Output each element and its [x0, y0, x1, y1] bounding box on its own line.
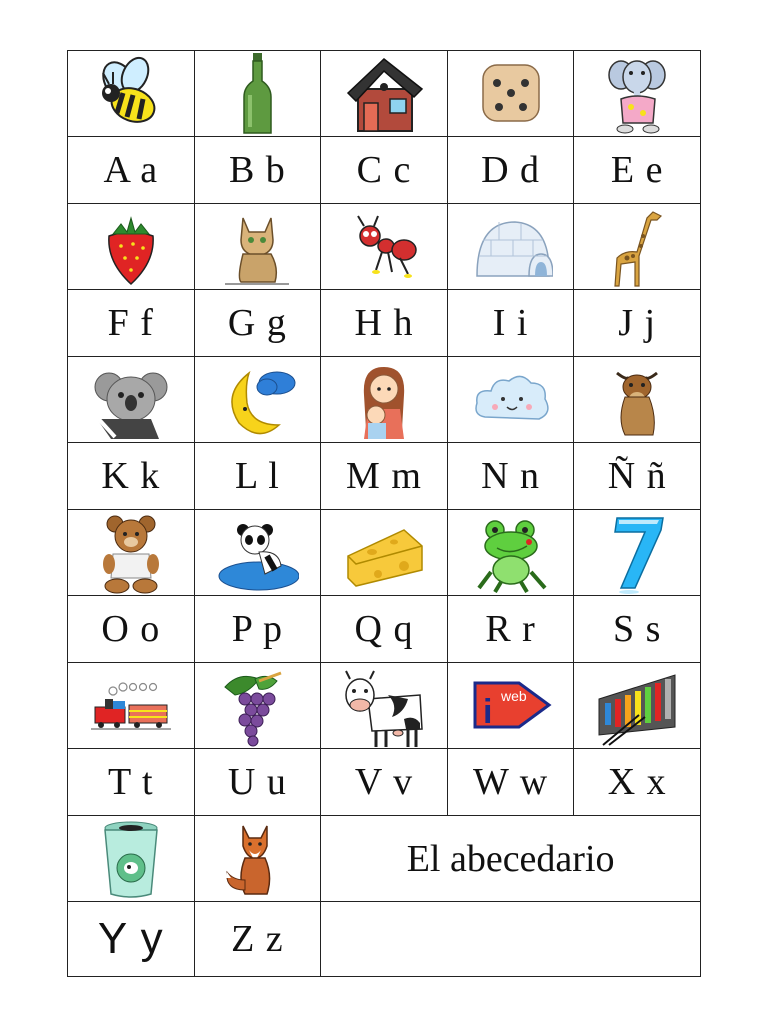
- picture-cell-v: [321, 663, 448, 749]
- letter-label: P p: [231, 608, 283, 650]
- letter-label: I i: [492, 302, 529, 344]
- mother-icon: [342, 359, 426, 441]
- letter-cell-s: [574, 596, 701, 663]
- letter-cell-w: [447, 749, 574, 816]
- bottle-icon: [215, 53, 299, 135]
- letter-label: R r: [485, 608, 536, 650]
- picture-cell-y: [68, 816, 195, 902]
- letter-cell-nn: [574, 443, 701, 510]
- letter-label: Y y: [97, 914, 164, 963]
- letter-label: D d: [481, 149, 541, 191]
- letter-label: L l: [234, 455, 280, 497]
- letter-label: T t: [108, 761, 154, 803]
- letter-cell-h: [321, 290, 448, 357]
- picture-cell-a: [68, 51, 195, 137]
- letter-cell-v: [321, 749, 448, 816]
- letter-label: A a: [103, 149, 159, 191]
- web-icon-letter: i: [482, 692, 493, 731]
- web-icon-word: web: [500, 687, 527, 704]
- letter-cell-d: [447, 137, 574, 204]
- house-icon: [342, 53, 426, 135]
- igloo-icon: [469, 206, 553, 288]
- dice-icon: [469, 53, 553, 135]
- cow-icon: [342, 665, 426, 747]
- letter-label: S s: [612, 608, 662, 650]
- picture-cell-x: [574, 663, 701, 749]
- letter-label: F f: [107, 302, 154, 344]
- picture-cell-n: [447, 357, 574, 443]
- letter-label: N n: [481, 455, 541, 497]
- fox-icon: [215, 818, 299, 900]
- picture-cell-s: [574, 510, 701, 596]
- train-icon: [89, 665, 173, 747]
- picture-cell-o: [68, 510, 195, 596]
- letter-label: U u: [227, 761, 287, 803]
- letter-label: H h: [354, 302, 414, 344]
- letter-label: G g: [227, 302, 287, 344]
- letter-cell-g: [194, 290, 321, 357]
- letter-cell-y: [68, 902, 195, 977]
- letter-label: W w: [473, 761, 549, 803]
- elephant-icon: [595, 53, 679, 135]
- ant-icon: [342, 206, 426, 288]
- letter-cell-l: [194, 443, 321, 510]
- letter-label: O o: [101, 608, 161, 650]
- gnu-icon: [595, 359, 679, 441]
- bear-icon: [89, 512, 173, 594]
- picture-cell-i: [447, 204, 574, 290]
- picture-cell-t: [68, 663, 195, 749]
- picture-cell-u: [194, 663, 321, 749]
- alphabet-table: [67, 50, 701, 977]
- letter-label: V v: [354, 761, 414, 803]
- letter-cell-q: [321, 596, 448, 663]
- letter-cell-a: [68, 137, 195, 204]
- letter-label: B b: [228, 149, 286, 191]
- xylophone-icon: [595, 665, 679, 747]
- picture-cell-r: [447, 510, 574, 596]
- letter-cell-i: [447, 290, 574, 357]
- letter-cell-o: [68, 596, 195, 663]
- picture-cell-e: [574, 51, 701, 137]
- letter-cell-r: [447, 596, 574, 663]
- letter-label: C c: [356, 149, 412, 191]
- frog-icon: [469, 512, 553, 594]
- letter-label: X x: [607, 761, 667, 803]
- picture-cell-w: [447, 663, 574, 749]
- letter-cell-f: [68, 290, 195, 357]
- letter-cell-p: [194, 596, 321, 663]
- letter-cell-m: [321, 443, 448, 510]
- koala-icon: [89, 359, 173, 441]
- picture-cell-b: [194, 51, 321, 137]
- cloud-icon: [469, 359, 553, 441]
- letter-cell-n: [447, 443, 574, 510]
- picture-cell-d: [447, 51, 574, 137]
- letter-cell-j: [574, 290, 701, 357]
- letter-label: Q q: [354, 608, 414, 650]
- panda-icon: [215, 512, 299, 594]
- empty-cell: [321, 902, 701, 977]
- yogurt-icon: [89, 818, 173, 900]
- cheese-icon: [342, 512, 426, 594]
- grapes-icon: [215, 665, 299, 747]
- picture-cell-k: [68, 357, 195, 443]
- web-icon: [469, 665, 553, 747]
- letter-label: J j: [618, 302, 657, 344]
- page-title: El abecedario: [406, 837, 615, 880]
- letter-cell-k: [68, 443, 195, 510]
- seven-icon: [595, 512, 679, 594]
- letter-label: Z z: [231, 918, 284, 960]
- moon-icon: [215, 359, 299, 441]
- picture-cell-z: [194, 816, 321, 902]
- letter-cell-u: [194, 749, 321, 816]
- title-cell: [321, 816, 701, 902]
- letter-cell-x: [574, 749, 701, 816]
- bee-icon: [89, 53, 173, 135]
- picture-cell-l: [194, 357, 321, 443]
- letter-label: M m: [346, 455, 422, 497]
- picture-cell-m: [321, 357, 448, 443]
- strawberry-icon: [89, 206, 173, 288]
- letter-label: E e: [610, 149, 664, 191]
- letter-cell-e: [574, 137, 701, 204]
- picture-cell-c: [321, 51, 448, 137]
- picture-cell-nn: [574, 357, 701, 443]
- picture-cell-g: [194, 204, 321, 290]
- picture-cell-p: [194, 510, 321, 596]
- letter-cell-c: [321, 137, 448, 204]
- giraffe-icon: [595, 206, 679, 288]
- letter-cell-b: [194, 137, 321, 204]
- cat-icon: [215, 206, 299, 288]
- picture-cell-j: [574, 204, 701, 290]
- letter-label: K k: [101, 455, 161, 497]
- picture-cell-q: [321, 510, 448, 596]
- picture-cell-h: [321, 204, 448, 290]
- letter-cell-t: [68, 749, 195, 816]
- picture-cell-f: [68, 204, 195, 290]
- letter-label: Ñ ñ: [607, 455, 667, 497]
- letter-cell-z: [194, 902, 321, 977]
